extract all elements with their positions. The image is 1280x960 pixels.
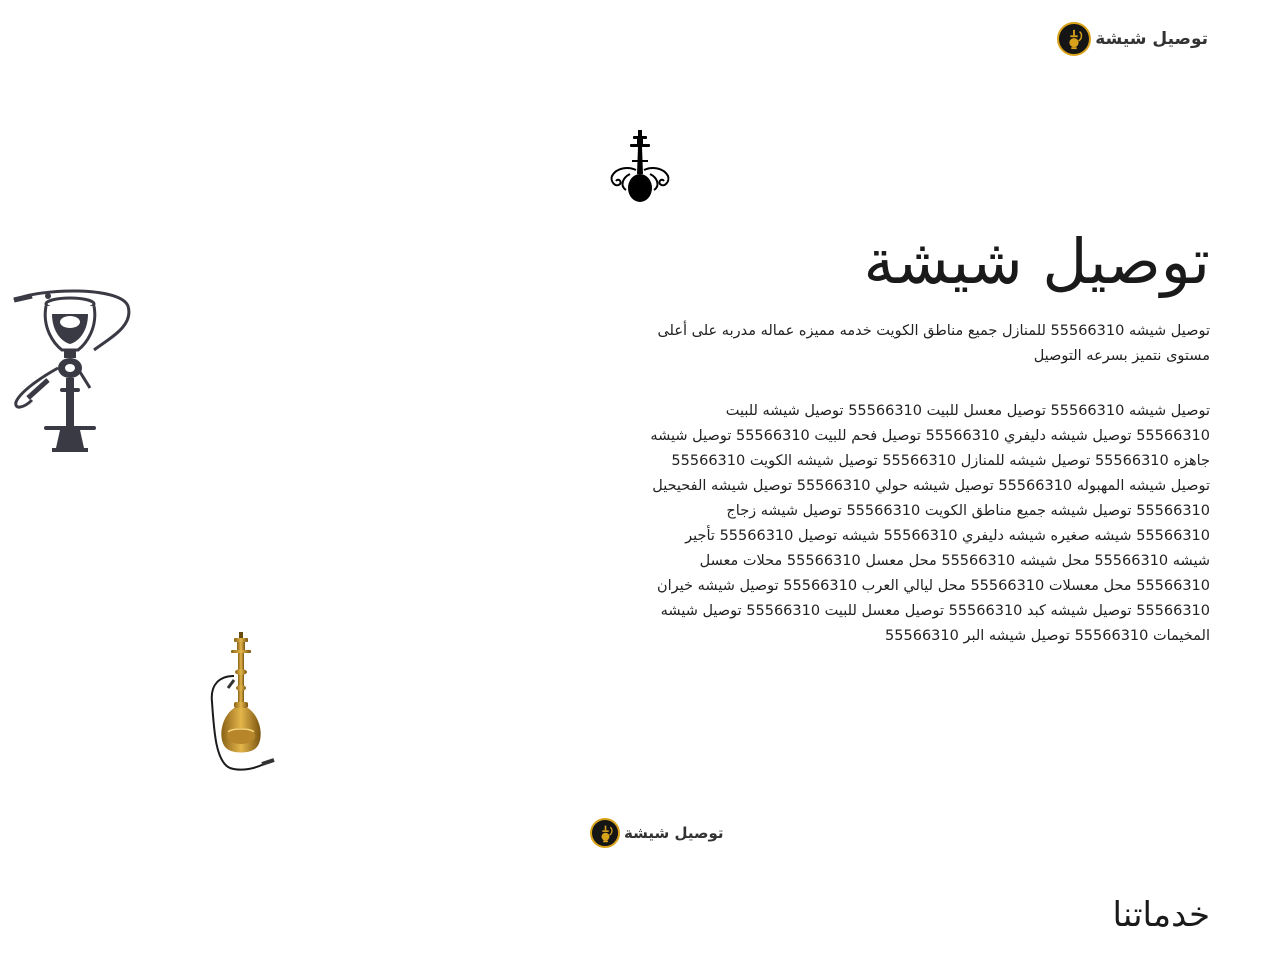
hookah-silhouette-icon [608,130,672,206]
hookah-dark-illustration [10,288,134,454]
footer-logo-link[interactable] [590,818,724,848]
hero-keywords-text: توصيل شيشه 55566310 توصيل معسل للبيت 55566310 توصيل شيشه للبيت 55566310 توصيل شيشه دليفري 55566310 توصيل فحم للبيت 55566310 توصيل شيشه جاهزه 55566310 توصيل شيشه للمنازل 55566310 توصيل شيشه الكويت 55566310 توصيل شيشه المهبوله 55566310 توصيل شيشه حولي 55566310 توصيل شيشه الفحيحيل 55566310 توصيل شيشه جميع مناطق الكويت 55566310 توصيل شيشه زجاج 55566310 شيشه صغيره شيشه دليفري 55566310 شيشه توصيل 55566310 تأجير شيشه 55566310 محل شيشه 55566310 محل معسل 55566310 محلات معسل 55566310 محل معسلات 55566310 محل ليالي العرب 55566310 توصيل شيشه خيران 55566310 توصيل شيشه كبد 55566310 توصيل معسل للبيت 55566310 توصيل شيشه المخيمات 55566310 توصيل شيشه البر 55566310 [650,403,1210,644]
footer-brand-text: توصيل شيشة [624,824,724,842]
hookah-logo-icon [1057,22,1091,56]
hookah-gold-illustration [206,632,278,776]
hero-intro-text: توصيل شيشه 55566310 للمنازل جميع مناطق الكويت خدمه مميزه عماله مدربه على أعلى مستوى نتميز بسرعه التوصيل [657,323,1210,364]
header-brand-text: توصيل شيشة [1095,29,1208,49]
services-heading: خدماتنا [1112,895,1210,935]
hookah-logo-icon [590,818,620,848]
header-logo-link[interactable] [1057,22,1208,56]
hero-title: توصيل شيشة [863,225,1210,298]
